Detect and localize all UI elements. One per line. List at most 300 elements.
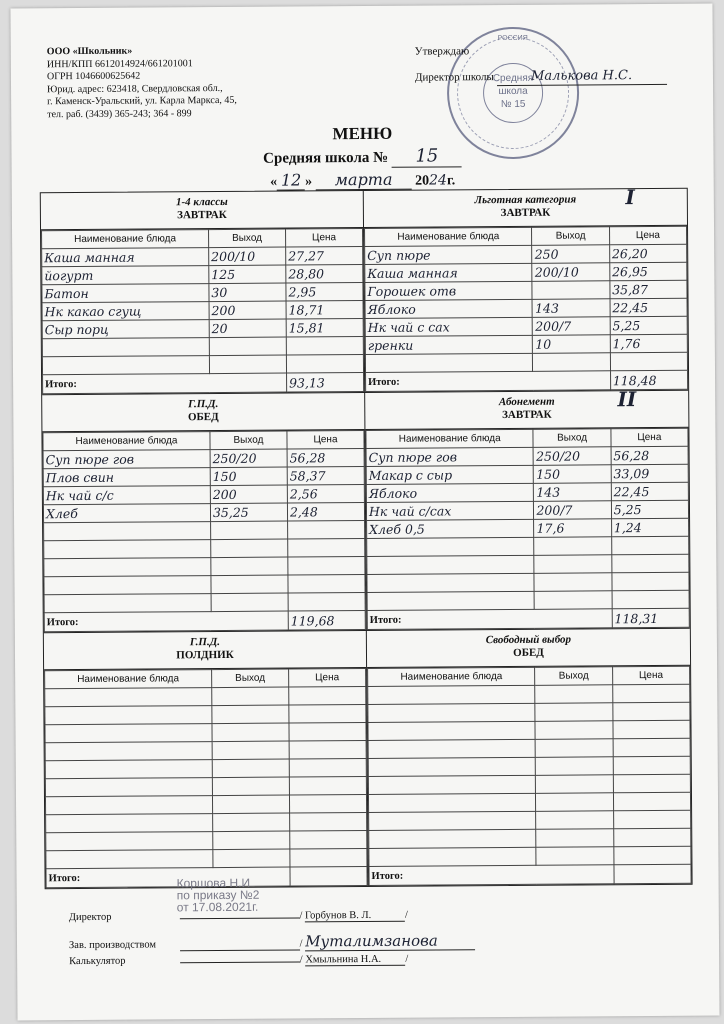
dish-output: 200/10	[209, 247, 286, 266]
dish-output	[213, 849, 290, 868]
dish-price: 27,27	[286, 247, 363, 266]
total-label: Итого:	[366, 371, 611, 392]
dish-output: 143	[532, 299, 609, 318]
total-row	[43, 373, 364, 394]
dish-output	[532, 281, 609, 300]
dish-output	[213, 813, 290, 832]
table-row	[45, 794, 366, 814]
dish-price	[288, 539, 365, 558]
dish-output	[211, 593, 288, 612]
block-preferential-breakfast	[364, 185, 688, 392]
dish-price: 18,71	[286, 301, 363, 320]
block-caption	[365, 387, 688, 430]
dish-name	[42, 356, 209, 375]
table-row	[366, 500, 688, 520]
table-row	[365, 262, 687, 282]
total-label: Итого:	[46, 867, 290, 888]
org-phone: тел. раб. (3439) 365-243; 364 - 899	[47, 107, 192, 120]
dish-output	[533, 353, 610, 372]
total-value	[614, 864, 691, 884]
dish-price	[289, 704, 366, 723]
table-row	[43, 503, 364, 523]
table-row	[367, 518, 689, 538]
org-address-1: Юрид. адрес: 623418, Свердловская обл.,	[47, 82, 223, 95]
org-ogrn: ОГРН 1046600625642	[46, 70, 141, 83]
col-header-name: Наименование блюда	[45, 670, 212, 689]
total-row	[366, 370, 688, 391]
col-header-price: Цена	[611, 428, 688, 447]
table-row	[365, 334, 687, 354]
dish-name	[368, 703, 536, 722]
dish-price: 26,95	[609, 262, 686, 281]
dish-name	[368, 793, 536, 812]
table-row	[42, 337, 363, 357]
table-row	[44, 575, 365, 595]
dish-price	[289, 758, 366, 777]
table-header-row	[43, 431, 364, 451]
production-label: Зав. производством	[68, 939, 157, 952]
dish-output	[536, 757, 613, 776]
block-roman-numeral: II	[617, 387, 637, 412]
table-header-row	[45, 668, 366, 688]
date-day: 12	[277, 170, 305, 190]
block-meal: ОБЕД	[187, 411, 219, 424]
dish-output	[536, 775, 613, 794]
seal-line-2: школа	[498, 85, 528, 98]
date-quote-close: »	[305, 174, 313, 190]
dish-name: Горошек отв	[365, 281, 533, 300]
menu-grid	[40, 185, 693, 890]
block-free-choice-lunch	[367, 629, 692, 886]
dish-name: Нк чай с сах	[365, 317, 533, 336]
dish-name	[42, 338, 209, 357]
dish-price	[289, 722, 366, 741]
total-label: Итого:	[44, 611, 288, 632]
dish-output: 35,25	[210, 503, 287, 522]
org-details	[47, 45, 237, 121]
signature-director-row: Директор / Горбунов В. Л. /	[68, 909, 408, 924]
table-row	[44, 521, 365, 541]
date-year-end: г.	[446, 173, 456, 189]
table-row	[45, 704, 366, 724]
dish-output: 150	[534, 465, 611, 484]
dish-price	[612, 554, 689, 573]
col-header-price: Цена	[612, 666, 689, 685]
total-label: Итого:	[369, 865, 614, 886]
block-gpd-snack	[44, 631, 369, 891]
menu-table	[41, 228, 364, 394]
table-row	[46, 812, 367, 832]
dish-name	[45, 796, 212, 815]
dish-name	[45, 706, 212, 725]
approve-label: Утверждаю	[414, 45, 470, 58]
dish-output	[212, 705, 289, 724]
dish-price	[286, 337, 363, 356]
table-row	[367, 536, 689, 556]
table-row	[366, 446, 688, 466]
table-row	[45, 722, 366, 742]
block-category: Льготная категория	[474, 193, 577, 207]
col-header-price: Цена	[609, 226, 686, 245]
dish-output	[209, 337, 286, 356]
col-header-name: Наименование блюда	[365, 227, 533, 246]
dish-price	[290, 848, 367, 867]
table-row	[365, 298, 687, 318]
dish-price: 58,37	[287, 467, 364, 486]
dish-price	[288, 593, 365, 612]
table-row	[367, 590, 689, 610]
table-row	[368, 720, 690, 740]
table-row	[368, 702, 690, 722]
dish-output: 200/10	[532, 263, 609, 282]
menu-table	[365, 428, 689, 630]
dish-price: 5,25	[611, 500, 688, 519]
dish-price	[613, 810, 690, 829]
dish-price	[288, 575, 365, 594]
dish-name	[368, 775, 536, 794]
col-header-out: Выход	[532, 227, 609, 246]
dish-price	[611, 536, 688, 555]
dish-name	[365, 353, 533, 372]
table-row	[365, 352, 687, 372]
table-row	[367, 554, 689, 574]
total-label: Итого:	[43, 373, 287, 394]
school-line	[11, 144, 713, 171]
seal-line-3: № 15	[500, 98, 526, 111]
dish-price	[290, 830, 367, 849]
dish-name	[45, 742, 212, 761]
table-row	[45, 686, 366, 706]
table-row	[365, 316, 687, 336]
table-row	[43, 467, 364, 487]
dish-name: гренки	[365, 335, 533, 354]
dish-output	[536, 811, 613, 830]
table-row	[42, 283, 363, 303]
dish-output: 200	[210, 485, 287, 504]
table-row	[366, 482, 688, 502]
dish-price	[612, 572, 689, 591]
dish-name: Хлеб	[43, 504, 210, 523]
dish-price: 35,87	[610, 280, 687, 299]
dish-name	[367, 573, 535, 592]
col-header-out: Выход	[533, 429, 610, 448]
dish-output: 200/7	[534, 501, 611, 520]
dish-output: 250/20	[534, 447, 611, 466]
col-header-price: Цена	[289, 668, 366, 687]
table-header-row	[42, 229, 363, 249]
dish-name: Каша манная	[365, 263, 533, 282]
block-category: Г.П.Д.	[189, 636, 221, 649]
block-caption	[41, 191, 363, 230]
dish-output	[211, 539, 288, 558]
table-row	[369, 846, 691, 866]
dish-name	[368, 757, 536, 776]
block-category: Свободный выбор	[485, 633, 572, 647]
dish-name: Яблоко	[366, 483, 534, 502]
table-row	[368, 756, 690, 776]
dish-name: Нк чай с/с	[43, 486, 210, 505]
dish-output	[212, 759, 289, 778]
dish-price: 33,09	[611, 464, 688, 483]
calculator-signature-line	[180, 961, 300, 963]
dish-name: Макар с сыр	[366, 465, 534, 484]
block-grades-1-4-breakfast	[41, 191, 365, 394]
total-value: 118,48	[610, 370, 687, 390]
col-header-out: Выход	[535, 667, 612, 686]
dish-price	[613, 720, 690, 739]
total-value	[290, 866, 367, 886]
signature-production-row: Зав. производством / Муталимзанова	[69, 931, 475, 953]
dish-output: 10	[533, 335, 610, 354]
dish-output	[212, 723, 289, 742]
block-caption	[367, 629, 690, 668]
dish-output: 125	[209, 265, 286, 284]
menu-table	[364, 226, 688, 392]
dish-output	[213, 831, 290, 850]
dish-name: Сыр порц	[42, 320, 209, 339]
col-header-name: Наименование блюда	[42, 230, 209, 249]
dish-name	[367, 537, 535, 556]
dish-price	[286, 355, 363, 374]
total-row	[369, 864, 691, 885]
dish-price	[614, 846, 691, 865]
table-row	[45, 776, 366, 796]
production-name: Муталимзанова	[305, 931, 475, 951]
approve-signature: Малькова Н.С.	[497, 68, 667, 86]
dish-name	[45, 760, 212, 779]
dish-output: 250	[532, 245, 609, 264]
table-row	[367, 572, 689, 592]
dish-name	[44, 558, 211, 577]
block-category: Г.П.Д.	[188, 398, 219, 411]
table-row	[368, 792, 690, 812]
table-row	[43, 485, 364, 505]
section-row-2	[42, 387, 690, 633]
seal-ring-text: РОССИЯ	[497, 34, 528, 43]
dish-price	[610, 352, 687, 371]
school-number: 15	[392, 145, 462, 167]
seal-line-1: Средняя	[492, 72, 534, 85]
total-row	[367, 608, 689, 629]
dish-name: Батон	[42, 284, 209, 303]
block-caption	[364, 185, 687, 228]
approval-block	[415, 42, 667, 87]
stamp-line-2: по приказу №2	[176, 887, 260, 903]
dish-output	[535, 685, 612, 704]
date-month: марта	[316, 170, 412, 191]
dish-name: Суп пюре гов	[43, 450, 210, 469]
dish-name	[368, 721, 536, 740]
dish-name: Суп пюре	[365, 245, 533, 264]
stamp-line-1: Коршова Н.И	[176, 875, 251, 891]
table-row	[368, 774, 690, 794]
table-row	[42, 319, 363, 339]
dish-name	[46, 850, 213, 869]
dish-name: Хлеб 0,5	[367, 519, 535, 538]
dish-output	[209, 355, 286, 374]
dish-name	[44, 540, 211, 559]
dish-output	[212, 741, 289, 760]
dish-price: 5,25	[610, 316, 687, 335]
dish-name	[44, 576, 211, 595]
dish-price: 2,56	[287, 485, 364, 504]
dish-price: 26,20	[609, 244, 686, 263]
col-header-price: Цена	[285, 229, 362, 248]
table-row	[44, 593, 365, 613]
stamp-line-3: от 17.08.2021г.	[176, 899, 259, 915]
dish-price	[289, 740, 366, 759]
dish-name: Нк чай с/сах	[366, 501, 534, 520]
dish-output	[534, 555, 611, 574]
production-signature	[180, 935, 300, 951]
table-header-row	[366, 428, 688, 448]
dish-name	[45, 688, 212, 707]
dish-price	[613, 792, 690, 811]
dish-price: 1,76	[610, 334, 687, 353]
dish-price	[613, 738, 690, 757]
table-row	[366, 464, 688, 484]
signature-calculator-row: Калькулятор / Хмыльнина Н.А. /	[69, 953, 409, 968]
table-row	[46, 830, 367, 850]
table-row	[42, 301, 363, 321]
block-meal: ЗАВТРАК	[502, 408, 552, 422]
dish-name: Плов свин	[43, 468, 210, 487]
dish-output	[536, 793, 613, 812]
dish-output	[536, 847, 613, 866]
dish-output	[211, 575, 288, 594]
block-subscription-breakfast	[365, 387, 690, 630]
date-year-prefix: 20	[415, 173, 430, 189]
col-header-out: Выход	[212, 669, 289, 688]
dish-output: 17,6	[534, 519, 611, 538]
dish-output	[212, 687, 289, 706]
dish-output: 150	[210, 467, 287, 486]
org-address-2: г. Каменск-Уральский, ул. Карла Маркса, 45,	[47, 94, 237, 108]
table-row	[42, 247, 363, 267]
total-label: Итого:	[367, 609, 612, 630]
dish-price	[288, 557, 365, 576]
dish-name	[44, 594, 211, 613]
table-row	[46, 848, 367, 868]
table-row	[368, 684, 690, 704]
dish-output	[212, 795, 289, 814]
dish-price	[289, 794, 366, 813]
director-name: Горбунов В. Л.	[305, 910, 405, 923]
total-value: 119,68	[288, 611, 365, 631]
table-row	[45, 758, 366, 778]
table-row	[42, 355, 363, 375]
table-row	[44, 557, 365, 577]
block-roman-numeral: I	[625, 185, 635, 210]
total-value: 118,31	[612, 608, 689, 628]
dish-name	[46, 832, 213, 851]
dish-output	[210, 521, 287, 540]
dish-price: 28,80	[286, 265, 363, 284]
dish-name	[369, 811, 537, 830]
dish-output: 143	[534, 483, 611, 502]
dish-output: 250/20	[210, 449, 287, 468]
block-meal: ПОЛДНИК	[176, 648, 234, 662]
col-header-name: Наименование блюда	[43, 432, 210, 451]
menu-table	[367, 666, 692, 886]
dish-output	[534, 573, 611, 592]
table-row	[43, 449, 364, 469]
org-name: ООО «Школьник»	[46, 45, 133, 58]
table-row	[45, 740, 366, 760]
block-meal: ЗАВТРАК	[500, 206, 551, 220]
block-meal: ОБЕД	[513, 646, 544, 659]
total-row	[44, 611, 365, 632]
block-caption	[44, 631, 366, 670]
dish-price	[289, 776, 366, 795]
block-category: Абонемент	[498, 395, 555, 409]
date-quote-open: «	[270, 174, 278, 190]
dish-name	[45, 724, 212, 743]
approve-director-line	[415, 68, 667, 87]
dish-output: 30	[209, 283, 286, 302]
dish-name	[368, 739, 536, 758]
dish-price: 56,28	[611, 446, 688, 465]
dish-price: 56,28	[287, 449, 364, 468]
dish-output	[535, 703, 612, 722]
dish-name	[44, 522, 211, 541]
table-header-row	[365, 226, 687, 246]
director-signature-line	[179, 917, 299, 919]
dish-price	[612, 684, 689, 703]
dish-name	[367, 591, 535, 610]
dish-price	[613, 828, 690, 847]
dish-name	[46, 814, 213, 833]
dish-output	[212, 777, 289, 796]
dish-name	[367, 555, 535, 574]
date-year-suffix: 24	[429, 172, 448, 189]
col-header-name: Наименование блюда	[366, 429, 534, 448]
table-row	[369, 810, 691, 830]
table-row	[368, 738, 690, 758]
total-value: 93,13	[286, 373, 363, 393]
menu-title: МЕНЮ	[332, 123, 393, 144]
dish-output	[535, 591, 612, 610]
approval-stamp	[177, 877, 260, 914]
director-label: Директор	[68, 911, 112, 924]
dish-price	[290, 812, 367, 831]
dish-price: 15,81	[286, 319, 363, 338]
dish-output	[534, 537, 611, 556]
dish-price: 2,48	[287, 503, 364, 522]
dish-name: Каша манная	[42, 248, 209, 267]
dish-price: 2,95	[286, 283, 363, 302]
dish-output: 200/7	[533, 317, 610, 336]
dish-price	[288, 521, 365, 540]
block-category: 1-4 классы	[175, 195, 228, 209]
block-caption	[42, 393, 364, 432]
table-row	[369, 828, 691, 848]
table-row	[365, 280, 687, 300]
col-header-out: Выход	[208, 229, 285, 248]
dish-price	[613, 756, 690, 775]
dish-name	[369, 847, 537, 866]
section-row-1	[41, 185, 688, 395]
section-row-3	[44, 628, 692, 889]
dish-price: 22,45	[611, 482, 688, 501]
dish-name	[368, 685, 536, 704]
block-meal: ЗАВТРАК	[177, 208, 227, 222]
table-header-row	[368, 666, 690, 686]
dish-output	[535, 721, 612, 740]
col-header-out: Выход	[210, 431, 287, 450]
calculator-name: Хмыльнина Н.А.	[305, 954, 405, 967]
dish-name: Суп пюре гов	[366, 447, 534, 466]
